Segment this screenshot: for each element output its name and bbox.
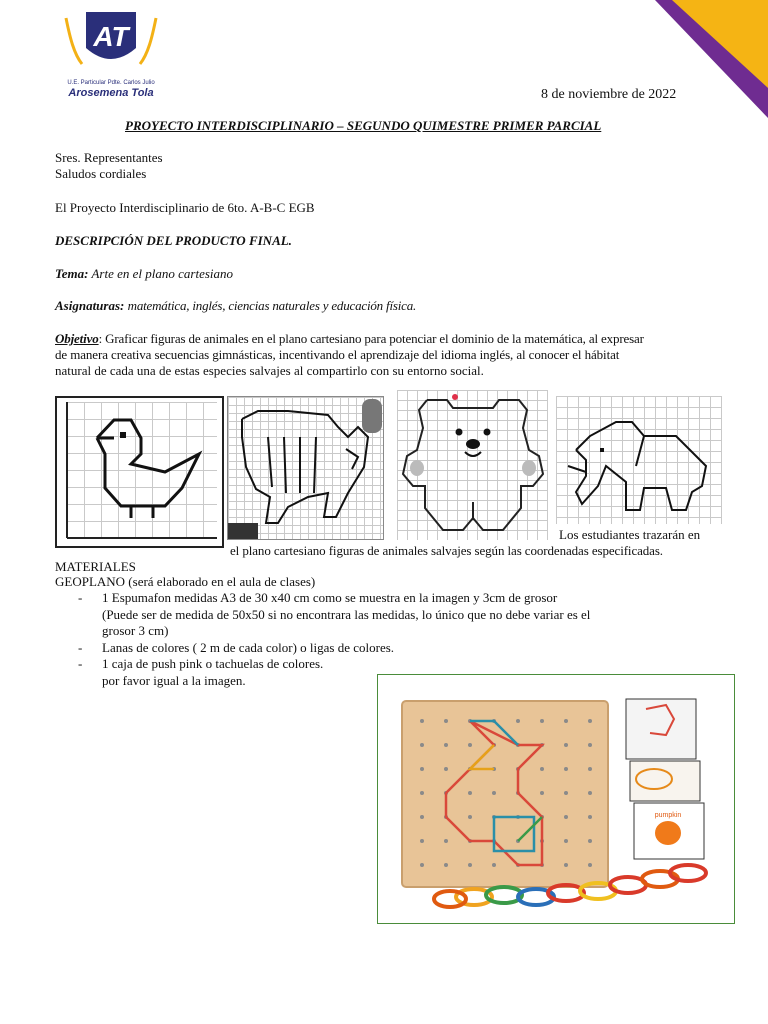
geoplano-line: GEOPLANO (será elaborado en el aula de clases) <box>55 574 316 589</box>
tema-line <box>55 266 233 282</box>
svg-text:pumpkin: pumpkin <box>654 812 682 819</box>
geoboard-photo <box>377 674 735 924</box>
asignaturas-value: matemática, inglés, ciencias naturales y educación física. <box>127 298 417 313</box>
asignaturas-line <box>55 298 416 314</box>
greeting-line-2: Saludos cordiales <box>55 166 147 181</box>
school-name: Arosemena Tola <box>68 87 154 99</box>
school-logo <box>56 8 166 98</box>
project-line: El Proyecto Interdisciplinario de 6to. A-B-C EGB <box>55 200 315 215</box>
school-name-small: U.E. Particular Pdte. Carlos Julio <box>67 80 155 86</box>
svg-text:AT: AT <box>93 21 129 52</box>
caption-line-2: el plano cartesiano figuras de animales salvajes según las coordenadas especificadas. <box>230 543 663 558</box>
bear-grid-figure <box>397 390 548 540</box>
logo-crest-icon <box>56 8 166 74</box>
corner-decoration <box>600 0 768 150</box>
asignaturas-label: Asignaturas: <box>55 298 125 313</box>
document-title: PROYECTO INTERDISCIPLINARIO – SEGUNDO QUIMESTRE PRIMER PARCIAL <box>125 118 602 133</box>
list-item: - 1 caja de push pink o tachuelas de colores. por favor igual a la imagen. <box>78 656 698 689</box>
materials-heading: MATERIALES <box>55 559 136 574</box>
objetivo-label: Objetivo <box>55 331 99 346</box>
objetivo-line-2: de manera creativa secuencias gimnásticas, incentivando el aprendizaje del idioma inglés, al conocer el hábitat <box>55 347 620 362</box>
caption-line-1: Los estudiantes trazarán en <box>559 527 701 542</box>
greeting-line-1: Sres. Representantes <box>55 150 163 165</box>
list-item: - 1 Espumafon medidas A3 de 30 x40 cm como se muestra en la imagen y 3cm de grosor (Puede ser de medida de 50x50 si no encontrara las medidas, lo único que no debe variar es el grosor 3 cm) <box>78 590 698 640</box>
objetivo-line-3: natural de cada una de estas especies salvajes al compartirlo con su entorno social. <box>55 363 484 378</box>
tema-value: Arte en el plano cartesiano <box>91 266 234 281</box>
elephant-grid-figure <box>556 396 722 524</box>
bird-grid-figure <box>55 396 224 548</box>
tiger-grid-figure <box>227 396 384 540</box>
objetivo-line-1: : Graficar figuras de animales en el plano cartesiano para potenciar el dominio de la matemática, al expresar <box>98 331 644 346</box>
objetivo-paragraph <box>55 331 755 379</box>
document-date: 8 de noviembre de 2022 <box>541 87 677 102</box>
product-heading: DESCRIPCIÓN DEL PRODUCTO FINAL. <box>55 233 292 248</box>
list-item: - Lanas de colores ( 2 m de cada color) o ligas de colores. <box>78 640 698 657</box>
tema-label: Tema: <box>55 266 89 281</box>
